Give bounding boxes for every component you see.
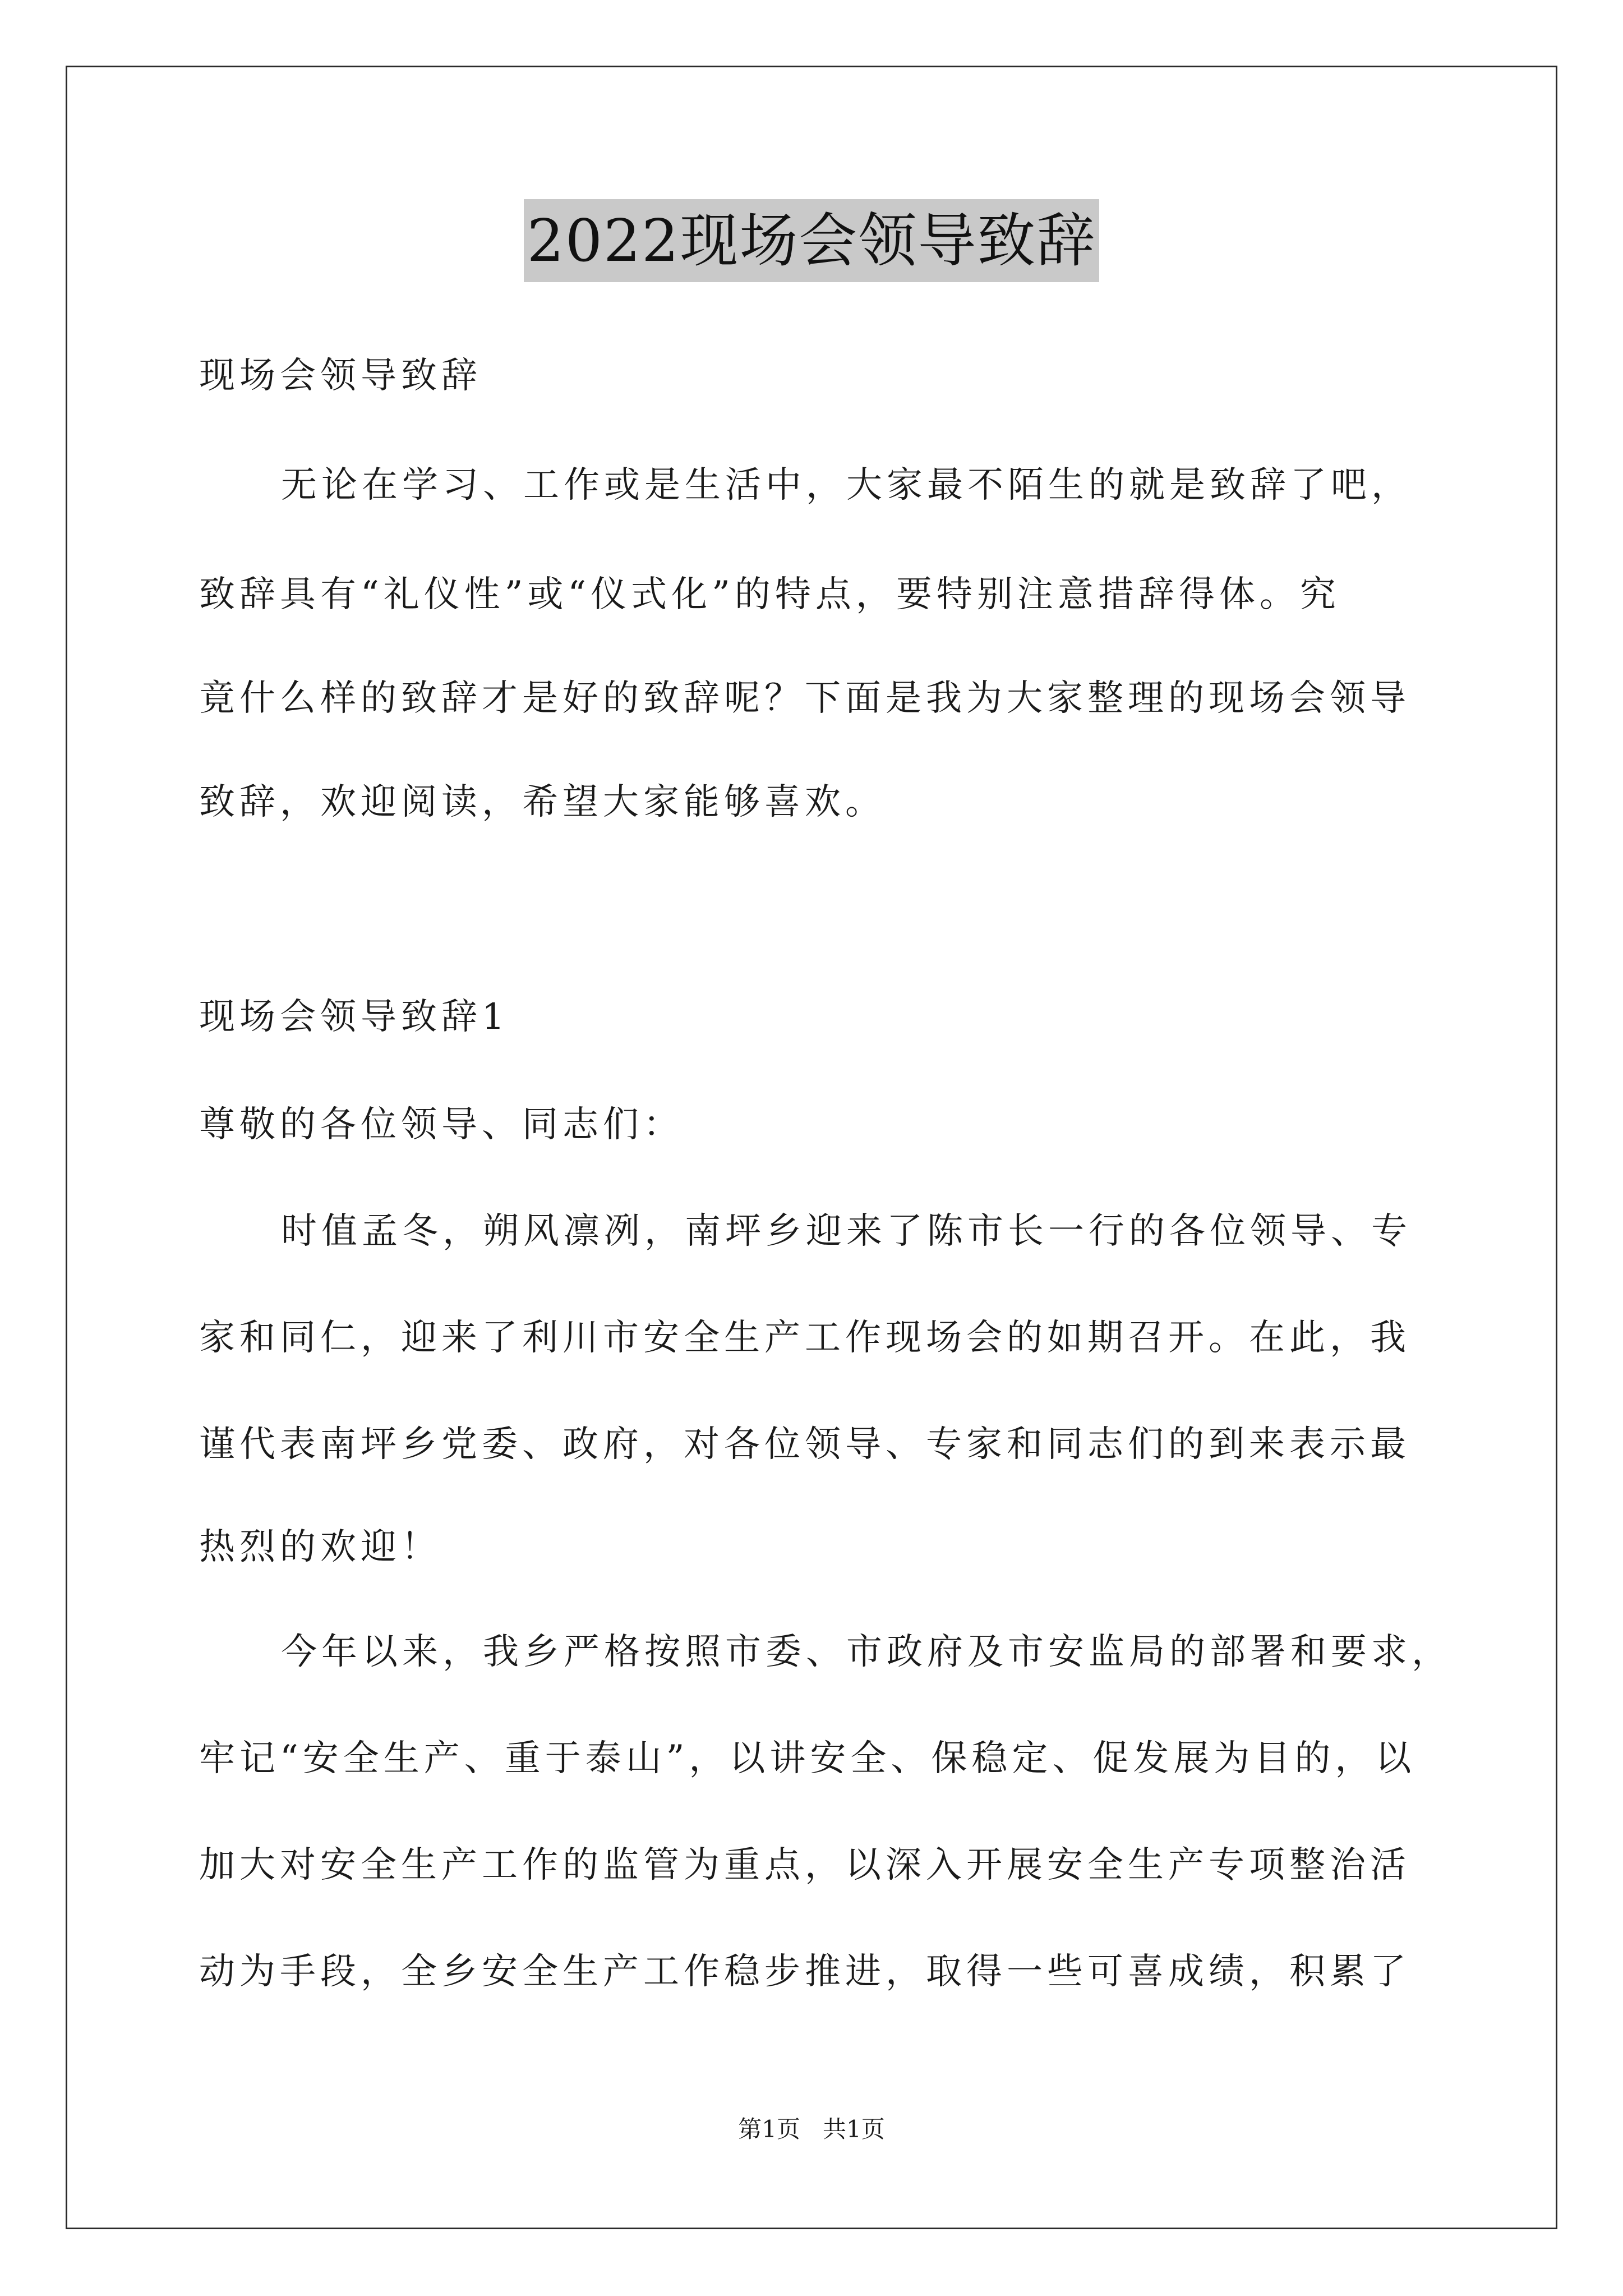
paragraph-line: 动为手段，全乡安全生产工作稳步推进，取得一些可喜成绩，积累了 [199,1951,1410,1993]
page-number-footer: 第1页 共1页 [738,2115,885,2143]
paragraph-line: 谨代表南坪乡党委、政府，对各位领导、专家和同志们的到来表示最 [199,1424,1410,1465]
paragraph-line: 时值孟冬，朔风凛冽，南坪乡迎来了陈市长一行的各位领导、专 [281,1211,1412,1252]
paragraph-line: 牢记“安全生产、重于泰山”，以讲安全、保稳定、促发展为目的，以 [199,1738,1416,1779]
paragraph-line: 家和同仁，迎来了利川市安全生产工作现场会的如期召开。在此，我 [199,1317,1410,1359]
paragraph-line: 热烈的欢迎！ [199,1526,441,1568]
title-container [0,199,1623,282]
paragraph-line: 致辞具有“礼仪性”或“仪式化”的特点，要特别注意措辞得体。究 [199,574,1340,615]
section-heading: 现场会领导致辞 [199,355,482,397]
salutation: 尊敬的各位领导、同志们： [199,1104,684,1145]
paragraph-line: 无论在学习、工作或是生活中，大家最不陌生的就是致辞了吧， [281,464,1412,506]
paragraph-line: 今年以来，我乡严格按照市委、市政府及市安监局的部署和要求， [281,1631,1452,1673]
section-heading: 现场会领导致辞1 [199,996,509,1038]
paragraph-line: 竟什么样的致辞才是好的致辞呢？下面是我为大家整理的现场会领导 [199,678,1410,719]
paragraph-line: 致辞，欢迎阅读，希望大家能够喜欢。 [199,781,886,823]
paragraph-line: 加大对安全生产工作的监管为重点，以深入开展安全生产专项整治活 [199,1844,1410,1886]
document-title: 2022现场会领导致辞 [524,199,1100,282]
